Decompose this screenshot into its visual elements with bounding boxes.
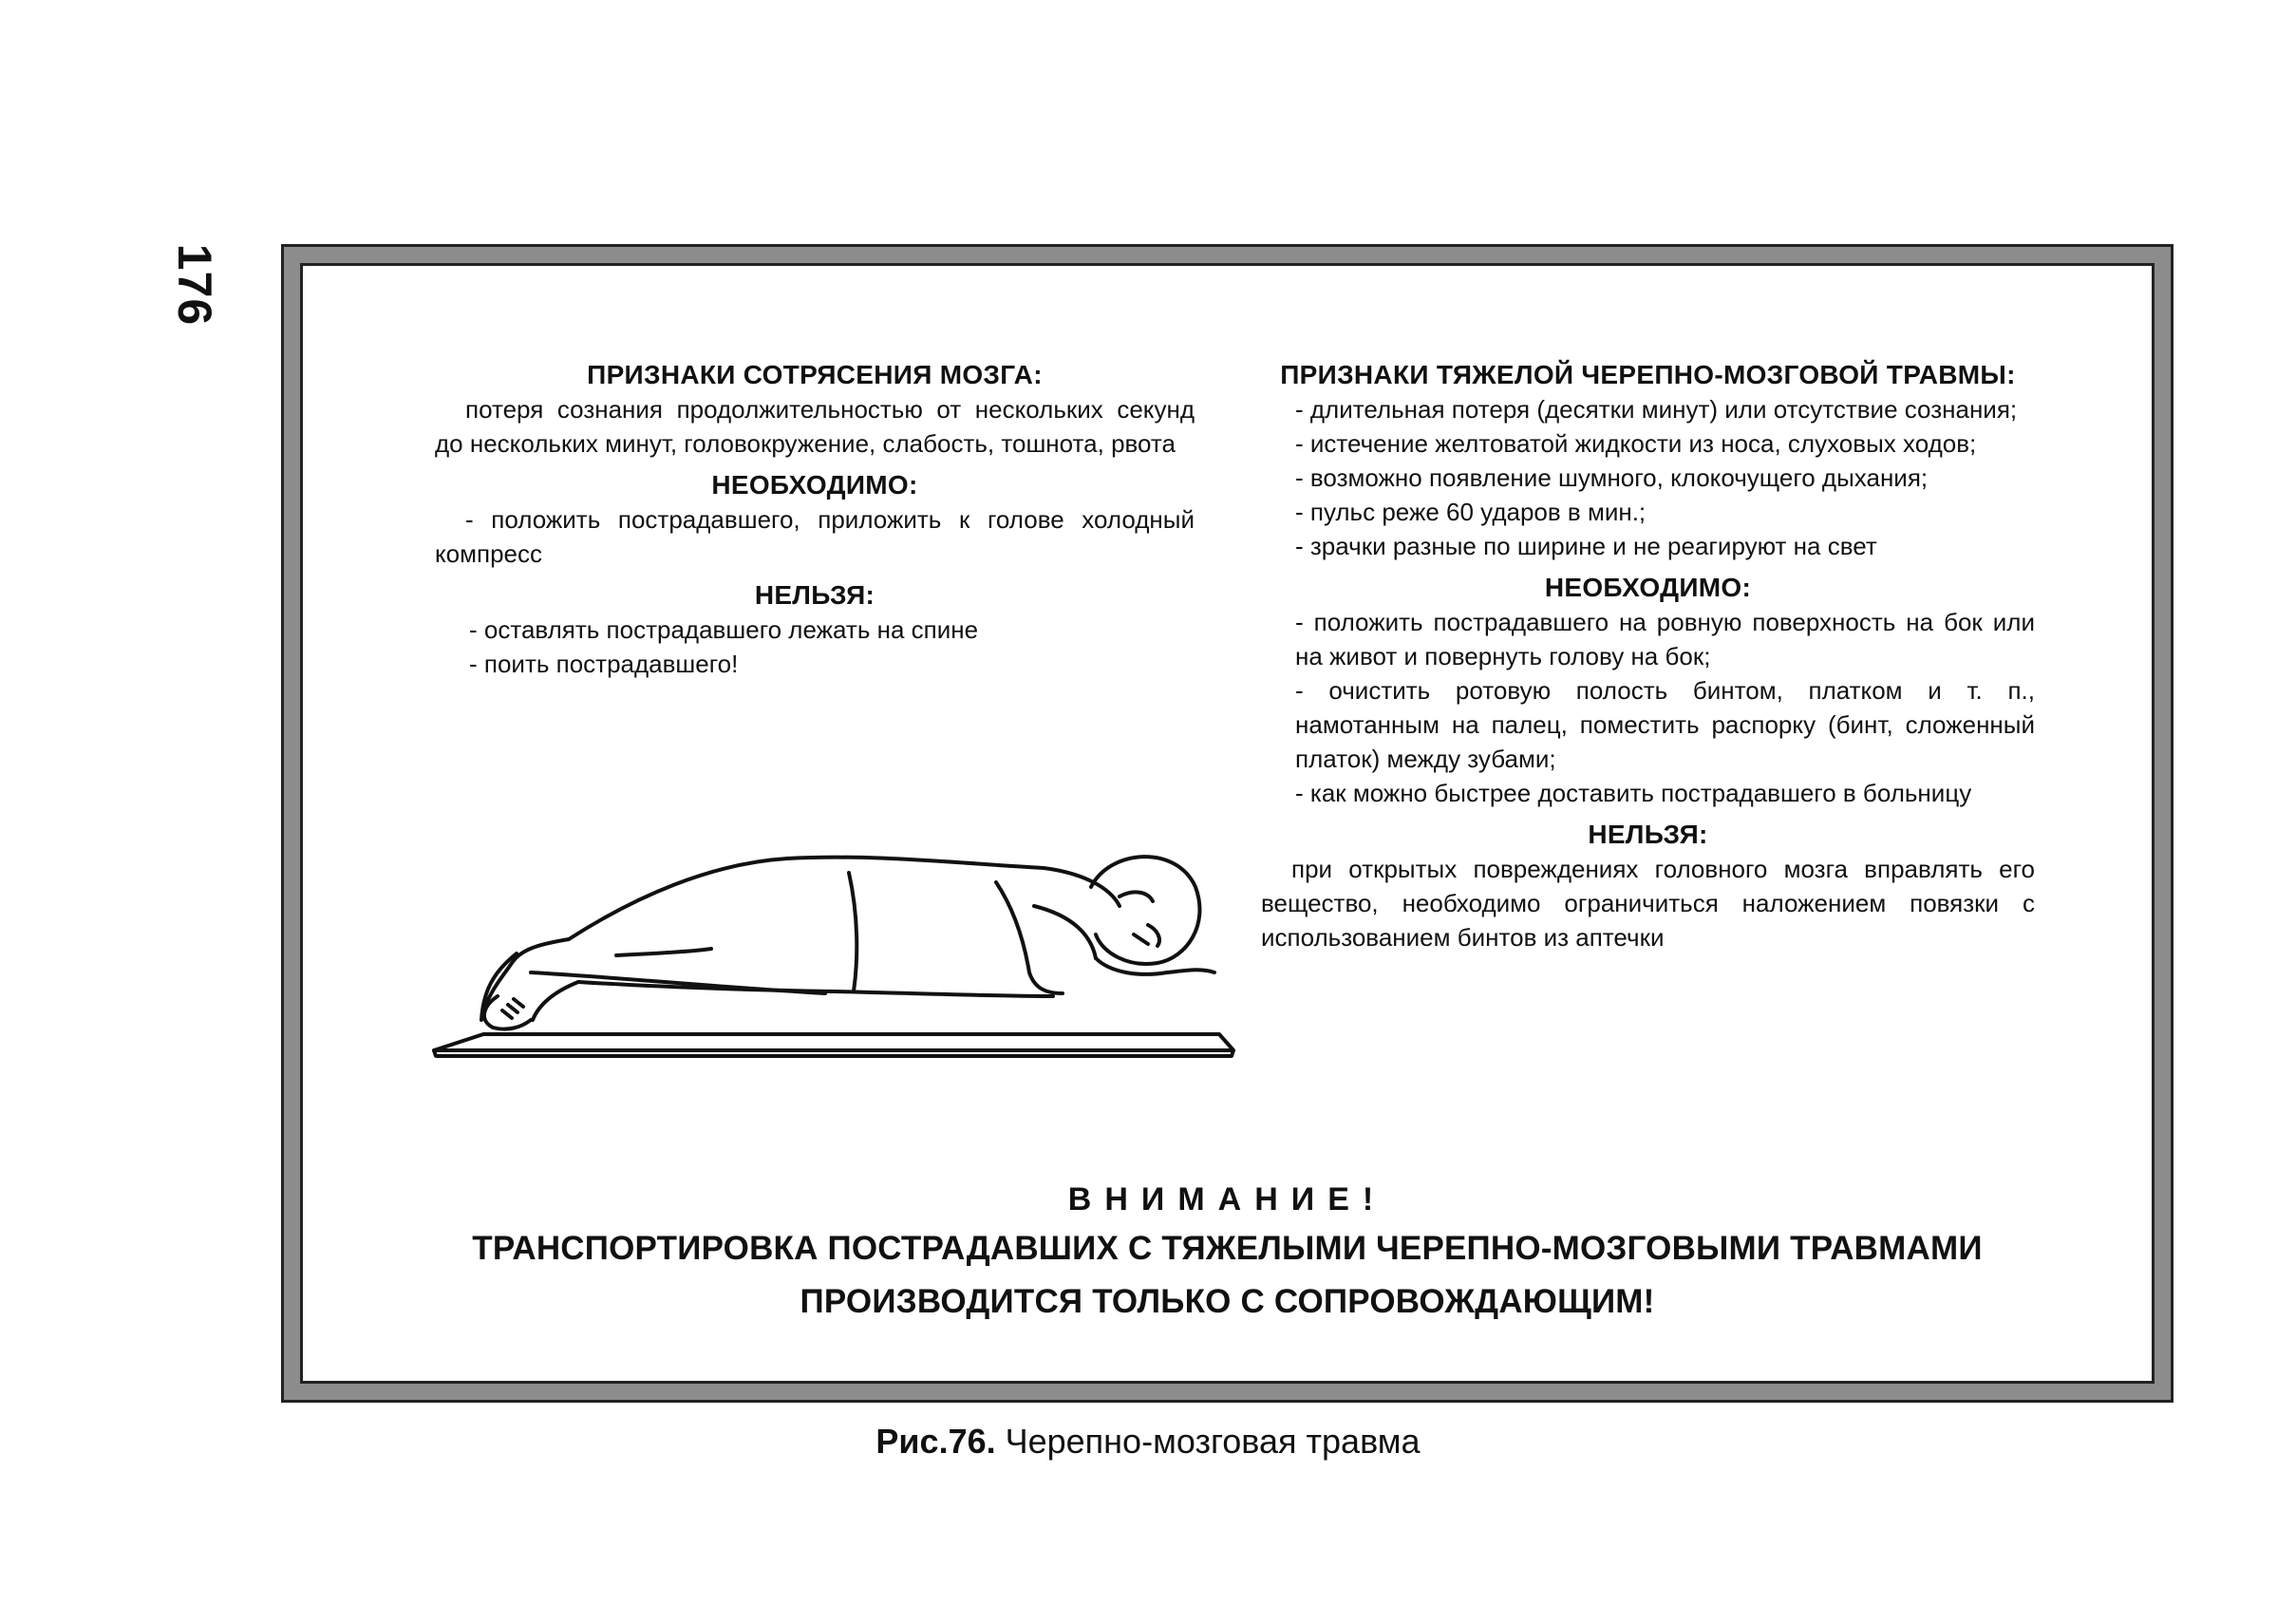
figure-caption (0, 1422, 2296, 1462)
severe-injury-column (1261, 358, 2035, 954)
concussion-forbidden-item: - поить пострадавшего! (469, 650, 739, 678)
concussion-forbidden-item: - оставлять пострадавшего лежать на спине (469, 615, 979, 644)
concussion-signs-text: потеря сознания продолжительностью от нескольких секунд до нескольких минут, головокружение, слабость, тошнота, рвота (435, 395, 1195, 458)
poster-frame (281, 244, 2174, 1403)
severe-required-item: - положить пострадавшего на ровную поверхность на бок или на живот и повернуть голову на бок; (1295, 608, 2035, 670)
concussion-required-heading: НЕОБХОДИМО: (711, 470, 918, 500)
concussion-signs-heading: ПРИЗНАКИ СОТРЯСЕНИЯ МОЗГА: (587, 360, 1043, 389)
concussion-column (435, 358, 1195, 681)
attention-line: ПРОИЗВОДИТСЯ ТОЛЬКО С СОПРОВОЖДАЮЩИМ! (800, 1283, 1655, 1320)
severe-signs-heading: ПРИЗНАКИ ТЯЖЕЛОЙ ЧЕРЕПНО-МОЗГОВОЙ ТРАВМЫ: (1280, 360, 2016, 389)
figure-caption-label: Рис.76. (875, 1422, 996, 1461)
attention-heading: ВНИМАНИЕ! (1067, 1181, 1387, 1217)
page-number: 176 (168, 243, 221, 327)
attention-line: ТРАНСПОРТИРОВКА ПОСТРАДАВШИХ С ТЯЖЕЛЫМИ ЧЕРЕПНО-МОЗГОВЫМИ ТРАВМАМИ (472, 1230, 1983, 1267)
severe-sign-item: - пульс реже 60 ударов в мин.; (1295, 498, 1647, 526)
severe-sign-item: - возможно появление шумного, клокочущего дыхания; (1295, 463, 1929, 492)
severe-sign-item: - истечение желтоватой жидкости из носа, слуховых ходов; (1295, 429, 1977, 458)
concussion-required-text: - положить пострадавшего, приложить к голове холодный компресс (435, 505, 1195, 568)
attention-block (302, 1177, 2153, 1329)
severe-forbidden-text: при открытых повреждениях головного мозга вправлять его вещество, необходимо ограничиться наложением повязки с использованием бинтов из аптечки (1261, 855, 2035, 952)
recovery-position-illustration (426, 783, 1243, 1058)
severe-sign-item: - длительная потеря (десятки минут) или отсутствие сознания; (1295, 395, 2018, 424)
severe-required-item: - как можно быстрее доставить пострадавшего в больницу (1295, 779, 1972, 807)
severe-required-item: - очистить ротовую полость бинтом, платком и т. п., намотанным на палец, поместить распорку (бинт, сложенный платок) между зубами; (1295, 676, 2035, 773)
severe-sign-item: - зрачки разные по ширине и не реагируют на свет (1295, 532, 1877, 560)
severe-forbidden-heading: НЕЛЬЗЯ: (1588, 820, 1708, 849)
severe-required-heading: НЕОБХОДИМО: (1544, 573, 1752, 602)
concussion-forbidden-heading: НЕЛЬЗЯ: (754, 580, 875, 610)
figure-caption-text: Черепно-мозговая травма (995, 1422, 1421, 1461)
